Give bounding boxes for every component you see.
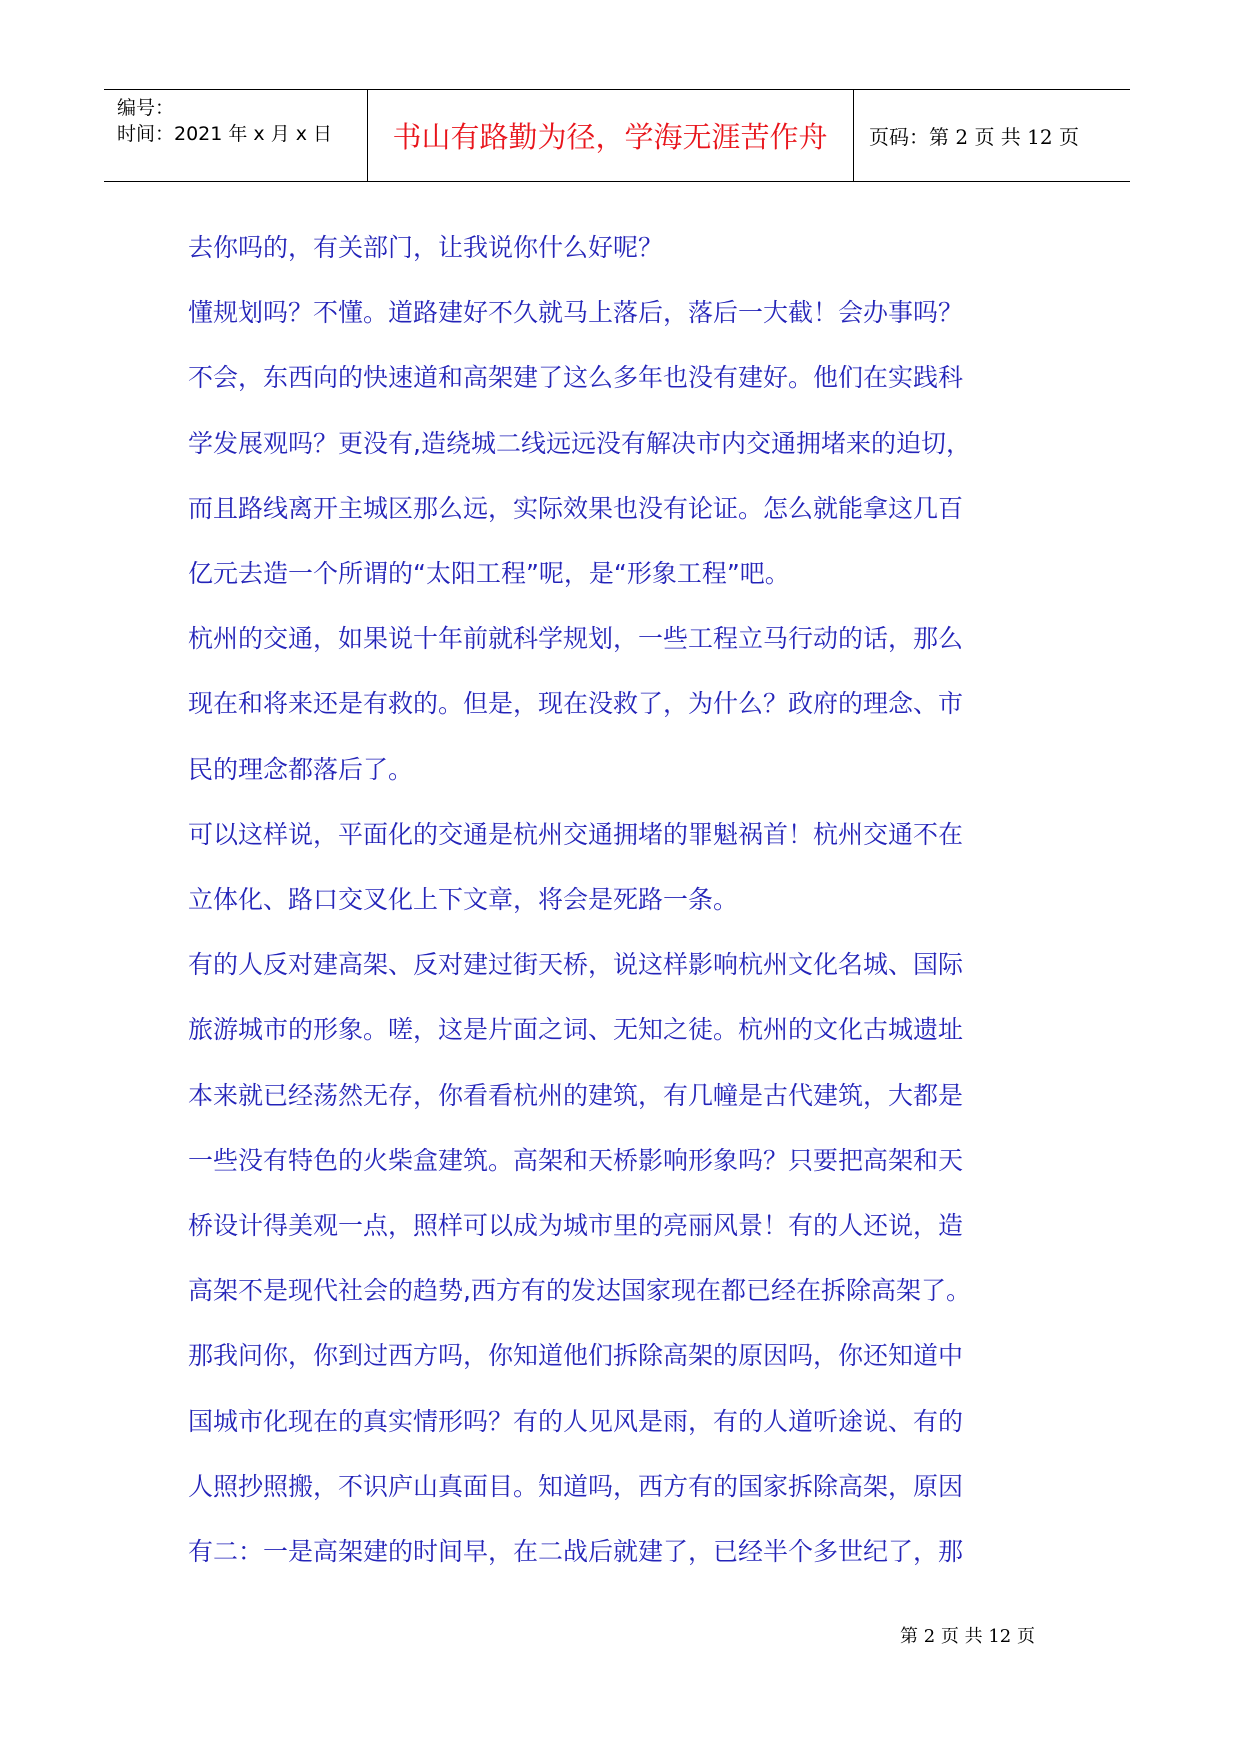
body-line: 有二：一是高架建的时间早，在二战后就建了，已经半个多世纪了，那 [188, 1537, 964, 1567]
header-divider-right [853, 90, 854, 181]
body-line: 去你吗的，有关部门，让我说你什么好呢？ [188, 233, 664, 262]
body-line: 本来就已经荡然无存，你看看杭州的建筑，有几幢是古代建筑，大都是 [188, 1080, 964, 1110]
number-label: 编号： [117, 97, 175, 119]
body-line: 懂规划吗？不懂。道路建好不久就马上落后，落后一大截！会办事吗？ [188, 298, 964, 328]
header-motto-cell [368, 90, 852, 181]
document-body [188, 215, 1068, 1584]
body-line: 人照抄照搬，不识庐山真面目。知道吗，西方有的国家拆除高架，原因 [188, 1471, 964, 1501]
page-footer: 第 2 页 共 12 页 [900, 1626, 1035, 1647]
body-line: 一些没有特色的火柴盒建筑。高架和天桥影响形象吗？只要把高架和天 [188, 1145, 964, 1175]
body-line: 旅游城市的形象。嗟，这是片面之词、无知之徒。杭州的文化古城遗址 [188, 1015, 964, 1045]
body-line: 有的人反对建高架、反对建过街天桥，说这样影响杭州文化名城、国际 [188, 950, 964, 980]
header-page-code: 页码：第 2 页 共 12 页 [869, 125, 1079, 149]
body-line: 立体化、路口交叉化上下文章，将会是死路一条。 [188, 885, 739, 915]
header-meta [104, 90, 367, 181]
time-label: 时间：2021 年 x 月 x 日 [117, 123, 333, 145]
body-line: 桥设计得美观一点，照样可以成为城市里的亮丽风景！有的人还说，造 [188, 1211, 964, 1241]
body-line: 亿元去造一个所谓的“太阳工程”呢，是“形象工程”吧。 [188, 559, 790, 589]
body-line: 高架不是现代社会的趋势,西方有的发达国家现在都已经在拆除高架了。 [188, 1276, 971, 1306]
body-line: 学发展观吗？更没有,造绕城二线远远没有解决市内交通拥堵来的迫切， [188, 428, 971, 458]
document-header [104, 89, 1130, 182]
header-motto: 书山有路勤为径，学海无涯苦作舟 [392, 120, 828, 154]
body-line: 那我问你，你到过西方吗，你知道他们拆除高架的原因吗，你还知道中 [188, 1341, 964, 1371]
body-line: 而且路线离开主城区那么远，实际效果也没有论证。怎么就能拿这几百 [188, 493, 964, 523]
header-page-cell [869, 90, 1079, 181]
body-line: 杭州的交通，如果说十年前就科学规划，一些工程立马行动的话，那么 [188, 624, 964, 654]
body-line: 不会，东西向的快速道和高架建了这么多年也没有建好。他们在实践科 [188, 363, 964, 393]
body-line: 国城市化现在的真实情形吗？有的人见风是雨，有的人道听途说、有的 [188, 1406, 964, 1436]
body-line: 民的理念都落后了。 [188, 754, 414, 784]
body-line: 现在和将来还是有救的。但是，现在没救了，为什么？政府的理念、市 [188, 689, 964, 719]
body-line: 可以这样说，平面化的交通是杭州交通拥堵的罪魁祸首！杭州交通不在 [188, 819, 964, 849]
